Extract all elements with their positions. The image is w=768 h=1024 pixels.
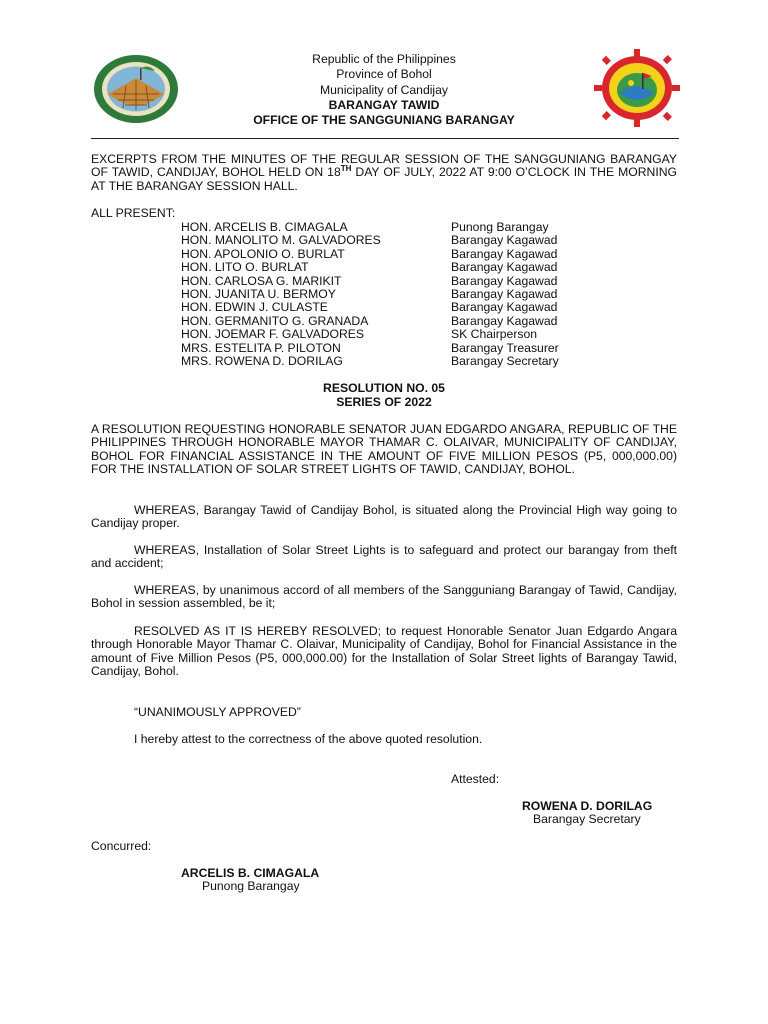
excerpts-text-end: DAY OF JULY, 2022 AT 9:00 O’CLOCK IN THE MORNING AT THE BARANGAY SESSION HALL. (91, 165, 677, 193)
whereas-clause-2: WHEREAS, Installation of Solar Street Lights is to safeguard and protect our barangay from theft and accident; (91, 543, 677, 571)
excerpts-text-start: EXCERPTS FROM THE MINUTES OF THE REGULAR SESSION OF THE SANGGUNIANG BARANGAY OF TAWID, CANDIJAY, BOHOL HELD ON 18 (91, 152, 677, 180)
resolution-series: SERIES OF 2022 (336, 395, 432, 409)
whereas-clause-3: WHEREAS, by unanimous accord of all members of the Sangguniang Barangay of Tawid, Candijay, Bohol in session assembled, be it; (91, 583, 677, 611)
member-position: SK Chairperson (451, 327, 538, 342)
member-name: HON. ARCELIS B. CIMAGALA (181, 220, 348, 234)
member-name: HON. APOLONIO O. BURLAT (181, 246, 345, 261)
letterhead (0, 52, 768, 128)
secretary-title: Barangay Secretary (533, 812, 641, 826)
excerpts-ordinal-suffix: TH (340, 164, 352, 174)
member-position: Barangay Kagawad (451, 260, 558, 275)
member-position: Barangay Secretary (451, 353, 559, 368)
member-name: HON. EDWIN J. CULASTE (181, 300, 328, 315)
letterhead-republic: Republic of the Philippines (312, 52, 456, 66)
member-name: HON. GERMANITO G. GRANADA (181, 313, 369, 328)
excerpts-paragraph (91, 153, 677, 193)
resolution-number: RESOLUTION NO. 05 (323, 381, 445, 395)
attested-label: Attested: (451, 772, 500, 786)
member-name: HON. JOEMAR F. GALVADORES (181, 327, 365, 342)
header-divider (91, 138, 679, 139)
letterhead-province: Province of Bohol (336, 67, 432, 82)
member-position: Barangay Kagawad (451, 300, 558, 315)
resolution-title: A RESOLUTION REQUESTING HONORABLE SENATOR JUAN EDGARDO ANGARA, REPUBLIC OF THE PHILIPPINES THROUGH HONORABLE MAYOR THAMAR C. OLAIVAR, MUNICIPALITY OF CANDIJAY, BOHOL FOR FINANCIAL ASSISTANCE IN THE AMOUNT OF FIVE MILLION PESOS (P5, 000,000.00) FOR THE INSTALLATION OF SOLAR STREET LIGHTS OF TAWID, CANDIJAY, BOHOL. (91, 422, 677, 477)
punong-barangay-title: Punong Barangay (202, 879, 300, 893)
member-name: HON. CARLOSA G. MARIKIT (181, 273, 342, 288)
member-name: MRS. ROWENA D. DORILAG (181, 353, 343, 368)
secretary-name: ROWENA D. DORILAG (522, 799, 653, 813)
letterhead-barangay: BARANGAY TAWID (328, 97, 440, 112)
member-position: Barangay Kagawad (451, 246, 558, 261)
member-position: Barangay Kagawad (451, 273, 558, 288)
member-name: HON. JUANITA U. BERMOY (181, 286, 336, 301)
all-present-label: ALL PRESENT: (91, 206, 176, 220)
member-name: HON. LITO O. BURLAT (181, 260, 309, 275)
unanimously-approved: “UNANIMOUSLY APPROVED” (134, 705, 301, 719)
resolved-clause: RESOLVED AS IT IS HEREBY RESOLVED; to request Honorable Senator Juan Edgardo Angara through Honorable Mayor Thamar C. Olaivar, Municipality of Candijay, Bohol for Financial Assistance in the amount of Five Million Pesos (P5, 000,000.00) for the Installation of Solar Street lights of Barangay Tawid, Candijay, Bohol. (91, 624, 677, 679)
concurred-label: Concurred: (91, 839, 152, 853)
letterhead-office: OFFICE OF THE SANGGUNIANG BARANGAY (253, 113, 515, 128)
letterhead-municipality: Municipality of Candijay (319, 82, 449, 97)
punong-barangay-name: ARCELIS B. CIMAGALA (181, 866, 320, 880)
member-position: Barangay Kagawad (451, 233, 558, 248)
member-position: Barangay Kagawad (451, 313, 558, 328)
attestation-statement: I hereby attest to the correctness of the above quoted resolution. (134, 732, 483, 746)
member-position: Barangay Treasurer (451, 340, 559, 355)
whereas-clause-1: WHEREAS, Barangay Tawid of Candijay Bohol, is situated along the Provincial High way going to Candijay proper. (91, 503, 677, 531)
member-name: HON. MANOLITO M. GALVADORES (181, 233, 381, 248)
member-position: Punong Barangay (451, 220, 549, 234)
member-name: MRS. ESTELITA P. PILOTON (181, 340, 341, 355)
member-position: Barangay Kagawad (451, 286, 558, 301)
